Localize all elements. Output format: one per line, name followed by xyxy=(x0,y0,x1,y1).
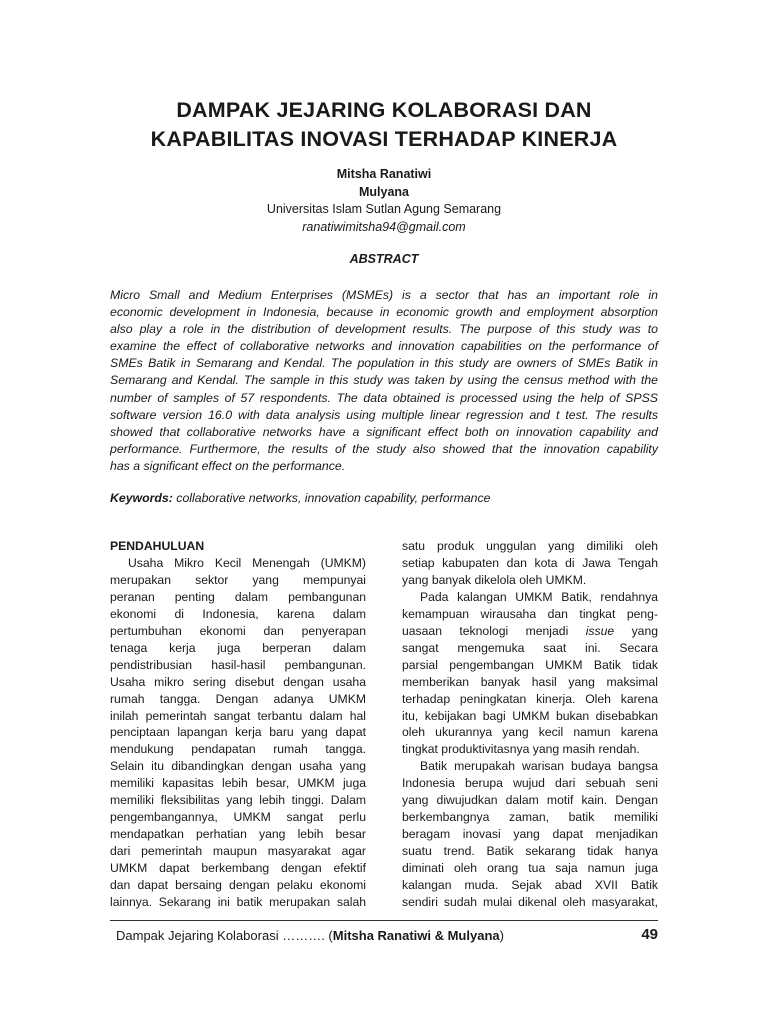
title-line-1: DAMPAK JEJARING KOLABORASI DAN xyxy=(176,98,592,122)
author-block xyxy=(60,166,708,236)
author-email: ranatiwimitsha94@gmail.com xyxy=(302,219,466,234)
abstract-line: Micro Small and Medium Enterprises (MSMEs) is a sector that has an important role in xyxy=(110,288,658,302)
abstract-line: SMEs Batik in Semarang and Kendal. The population in this study are owners of SMEs Batik in xyxy=(110,356,658,371)
body-line: merupakan sektor yang mempunyai xyxy=(110,572,366,587)
abstract-line: economic development in Indonesia, because in economic growth and employment absorption xyxy=(110,305,658,320)
abstract-line: number of samples of 57 respondents. The data obtained is processed using the help of SPSS xyxy=(110,390,658,405)
left-column xyxy=(110,538,366,911)
body-line: dan dapat bersaing dengan pelaku ekonomi xyxy=(110,878,366,893)
body-line: penciptaan lapangan kerja baru yang dapat xyxy=(110,725,366,740)
body-line: yang diwujudkan dalam motif kain. Dengan xyxy=(402,793,658,808)
body-line: itu, kebijakan bagi UMKM bukan disebabkan xyxy=(402,708,658,723)
body-text: yang xyxy=(614,623,658,638)
abstract-line: performance. Furthermore, the results of the study also showed that the innovation capability xyxy=(110,441,658,456)
body-line: Usaha mikro sering disebut dengan usaha xyxy=(110,674,366,689)
abstract-heading: ABSTRACT xyxy=(349,252,419,266)
emphasis-text: issue xyxy=(585,623,615,638)
body-line: parsial pengembangan UMKM Batik tidak xyxy=(402,657,658,672)
keywords-text: collaborative networks, innovation capability, performance xyxy=(172,491,491,505)
body-line: kalangan muda. Sejak abad XVII Batik xyxy=(402,878,658,893)
abstract-line: software version 16.0 with data analysis using multiple linear regression and t test. The results xyxy=(110,407,658,422)
running-title: Dampak Jejaring Kolaborasi ………. ( xyxy=(116,928,333,943)
body-line: sendiri sudah mulai dikenal oleh masyarakat, xyxy=(402,895,658,910)
body-line: inilah pemerintah sangat terbantu dalam hal xyxy=(110,708,366,723)
body-line: lainnya. Sekarang ini batik merupakan salah xyxy=(110,895,366,910)
body-line: pengembangannya, UMKM sangat perlu xyxy=(110,810,366,825)
abstract-line: showed that collaborative networks have a significant effect both on innovation capability and xyxy=(110,424,658,439)
body-line: suatu trend. Batik sekarang tidak hanya xyxy=(402,844,658,859)
running-footer xyxy=(116,928,504,943)
body-line: UMKM dapat berkembang dengan efektif xyxy=(110,861,366,876)
body-line: terhadap peningkatan kinerja. Oleh karena xyxy=(402,691,658,706)
page-number: 49 xyxy=(641,926,658,943)
body-line: berkembangnya zaman, batik memiliki xyxy=(402,810,658,825)
body-line: Usaha Mikro Kecil Menengah (UMKM) xyxy=(128,555,366,570)
body-line: mendapatkan perhatian yang lebih besar xyxy=(110,827,366,842)
body-line: kemampuan wirausaha dan tingkat peng- xyxy=(402,606,658,621)
body-line: memberikan banyak hasil yang maksimal xyxy=(402,674,658,689)
abstract-line: examine the effect of collaborative networks and innovation capabilities on the performance of xyxy=(110,339,658,354)
body-line: ekonomi di Indonesia, karena dalam xyxy=(110,606,366,621)
body-line: mendukung pendapatan rumah tangga. xyxy=(110,742,366,757)
body-line: Selain itu dibandingkan dengan usaha yang xyxy=(110,759,366,774)
abstract-line: Semarang and Kendal. The sample in this study was taken by using the census method with the xyxy=(110,373,658,388)
body-line: memiliki kapasitas lebih besar, UMKM juga xyxy=(110,776,366,791)
abstract-line: has a significant effect on the performance. xyxy=(110,458,346,473)
keywords-label: Keywords: xyxy=(110,491,173,505)
body-line: diminati oleh orang tua saja namun juga xyxy=(402,861,658,876)
abstract-text xyxy=(110,287,658,475)
footer-paren: ) xyxy=(499,928,504,943)
body-line: yang banyak dikelola oleh UMKM. xyxy=(402,572,587,587)
body-line: sangat mengemuka saat ini. Secara xyxy=(402,640,658,655)
title-line-2: KAPABILITAS INOVASI TERHADAP KINERJA xyxy=(150,127,618,151)
body-line: tenaga kerja juga berperan dalam xyxy=(110,640,366,655)
abstract-line: also play a role in the distribution of development results. The purpose of this study was to xyxy=(110,322,658,337)
body-line: dari pemerintah maupun masyarakat agar xyxy=(110,844,366,859)
paper-title xyxy=(60,96,708,154)
keywords xyxy=(110,491,490,505)
right-column xyxy=(402,538,658,911)
body-line: pendistribusian hasil-hasil pembangunan. xyxy=(110,657,366,672)
body-line xyxy=(402,623,658,640)
author-name-1: Mitsha Ranatiwi xyxy=(336,167,432,181)
body-line: tingkat produktivitasnya yang masih rendah. xyxy=(402,742,640,757)
body-line: satu produk unggulan yang dimiliki oleh xyxy=(402,539,658,553)
body-line: memiliki fleksibilitas yang lebih tinggi. Dalam xyxy=(110,793,366,808)
footer-divider xyxy=(110,920,658,921)
body-line: peranan penting dalam pembangunan xyxy=(110,589,366,604)
body-line: oleh ukurannya yang kecil namun karena xyxy=(402,725,658,740)
section-heading: PENDAHULUAN xyxy=(110,539,205,553)
running-authors: Mitsha Ranatiwi & Mulyana xyxy=(332,928,500,943)
body-line: beragam inovasi yang dapat menjadikan xyxy=(402,827,658,842)
affiliation: Universitas Islam Sutlan Agung Semarang xyxy=(266,202,502,216)
body-text: uasaan teknologi menjadi xyxy=(402,623,586,638)
body-line: setiap kabupaten dan kota di Jawa Tengah xyxy=(402,555,658,570)
body-line: rumah tangga. Dengan adanya UMKM xyxy=(110,691,366,706)
body-line: pertumbuhan ekonomi dan penyerapan xyxy=(110,623,366,638)
body-line: Pada kalangan UMKM Batik, rendahnya xyxy=(420,589,658,604)
body-line: Indonesia berupa wujud dari sebuah seni xyxy=(402,776,658,791)
author-name-2: Mulyana xyxy=(358,184,409,199)
body-line: Batik merupakah warisan budaya bangsa xyxy=(420,759,658,774)
